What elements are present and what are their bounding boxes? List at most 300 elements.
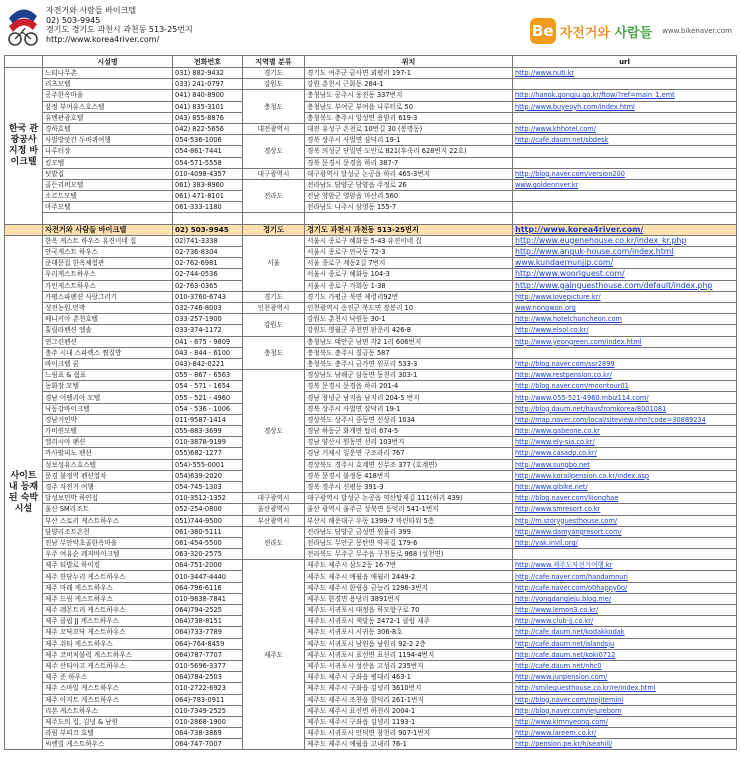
- location: 제주도 제주시 표선면 하천리 2004-1: [305, 705, 513, 716]
- phone-number: 064)-783-0911: [173, 694, 243, 705]
- phone-number: 064)787-7707: [173, 649, 243, 660]
- website-link[interactable]: http://blog.naver.com/iejureborn: [513, 705, 737, 716]
- table-row: [5, 526, 737, 537]
- website-link[interactable]: http://www.eugenehouse.co.kr/index_kr.php: [513, 235, 737, 246]
- table-row: [5, 470, 737, 481]
- lodging-table: [4, 55, 737, 750]
- phone-number: 054-571-5558: [173, 157, 243, 168]
- website-link[interactable]: http://hanok.gongju.go.kr/ftow/?ref=main_1.emt: [513, 90, 737, 101]
- table-row: [5, 168, 737, 179]
- facility-name: 리본 게스트하우스: [43, 705, 173, 716]
- website-link[interactable]: http://blog.naver.com/version200: [513, 168, 737, 179]
- website-link[interactable]: http://map.naver.com/local/siteview.nhn?code=30889234: [513, 414, 737, 425]
- location: 경남 거제시 일운면 구조라리 767: [305, 448, 513, 459]
- col-region: 지역별 분류: [243, 56, 305, 68]
- table-row: [5, 123, 737, 134]
- phone-number: 064)784-2503: [173, 672, 243, 683]
- website-link[interactable]: http://www.anguk-house.com/index.html: [513, 247, 737, 258]
- table-row: [5, 235, 737, 246]
- table-row: [5, 426, 737, 437]
- table-row: [5, 191, 737, 202]
- phone-number: 02-762-6981: [173, 258, 243, 269]
- table-row: [5, 605, 737, 616]
- facility-name: 성전농원.민박: [43, 302, 173, 313]
- facility-name: 라림 부띠끄 호텔: [43, 728, 173, 739]
- phone-number: 064-738-3869: [173, 728, 243, 739]
- location: 서울시 종로구 안국동 72-3: [305, 247, 513, 258]
- table-row: [5, 157, 737, 168]
- location: 경북 상주시 사벌면 삼덕리 19-1: [305, 135, 513, 146]
- website-link[interactable]: http://www.elsol.co.kr/: [513, 325, 737, 336]
- table-row: [5, 325, 737, 336]
- facility-name: 경하호텔: [43, 123, 173, 134]
- location: 제주도 서귀포시 성산읍 고성리 235번지: [305, 660, 513, 671]
- phone-number: 043 - 844 - 6100: [173, 347, 243, 358]
- location: 충청남도 공주시 웅진동 337번지: [305, 90, 513, 101]
- location: 제주도 한경면 용당리 3891번지: [305, 593, 513, 604]
- website-link[interactable]: http://www.nuti.kr: [513, 68, 737, 79]
- table-row: [5, 638, 737, 649]
- region-category: 대전광역시: [243, 123, 305, 134]
- website-link[interactable]: http://www.lareem.co.kr/: [513, 728, 737, 739]
- facility-name: 동화장 모텔: [43, 381, 173, 392]
- website-link[interactable]: http://cafe.daum.net/kodakkodak: [513, 627, 737, 638]
- facility-name: 까사팔피노 펜션: [43, 448, 173, 459]
- phone-number: 054)639-2020: [173, 470, 243, 481]
- phone-number: 054-745-1303: [173, 481, 243, 492]
- location: 경기도 가평군 북면 제령리92번: [305, 291, 513, 302]
- facility-name: 우주 여유순 레저바이크텔: [43, 549, 173, 560]
- website-link[interactable]: [513, 112, 737, 123]
- phone-number: 033) 241-0797: [173, 79, 243, 90]
- location: 제주도 서귀포시 남원읍 남원리 92-2 2층: [305, 638, 513, 649]
- region-category: 경기도: [243, 68, 305, 79]
- website-link[interactable]: http://www.restpension.co.kr/: [513, 370, 737, 381]
- phone-number: 041) 840-8900: [173, 90, 243, 101]
- location: 제주도 서귀포시 안덕면 창천리 907-1번지: [305, 728, 513, 739]
- phone-number: 010-5696-3377: [173, 660, 243, 671]
- website-link[interactable]: http://www.buyeoyh.com/index.html: [513, 101, 737, 112]
- header-url[interactable]: http://www.korea4river.com/: [46, 34, 160, 44]
- table-row: [5, 683, 737, 694]
- location: 경기도 여주군 금사면 외평리 197-1: [305, 68, 513, 79]
- facility-name: 제주 꼬닥꼬닥 게스트하우스: [43, 627, 173, 638]
- phone-number: 031) 882-9432: [173, 68, 243, 79]
- facility-name: 울산 SM리조트: [43, 504, 173, 515]
- facility-name: 바이크텔 꿈: [43, 358, 173, 369]
- website-link[interactable]: [513, 347, 737, 358]
- facility-name: 낙동강바이크텔: [43, 403, 173, 414]
- location: 대전 유성구 온천로 10번길 30 (봉명동): [305, 123, 513, 134]
- table-row: [5, 258, 737, 269]
- phone-number: 010-2868-1900: [173, 716, 243, 727]
- table-row: [5, 582, 737, 593]
- facility-name: 제주 레몬트리 게스트하우스: [43, 605, 173, 616]
- phone-number: 010-3760-6743: [173, 291, 243, 302]
- facility-name: 제주 준 하우스: [43, 672, 173, 683]
- location: 경북 문경시 문경읍 하리 387-7: [305, 157, 513, 168]
- brand-badge-icon: Be: [530, 18, 556, 44]
- table-header-row: [5, 56, 737, 68]
- location: 전라남도 담양군 담양읍 주정로 26: [305, 179, 513, 190]
- location: 경상북도 경주시 호계면 신무조 377 (호계면): [305, 459, 513, 470]
- table-row: [5, 202, 737, 213]
- table-row: [5, 403, 737, 414]
- location: 충청남도 태안군 남면 각2 1리 606번지: [305, 336, 513, 347]
- phone-number: 033-257-1900: [173, 314, 243, 325]
- facility-name: 유엔관광호텔: [43, 112, 173, 123]
- phone-number: 054 - 536 - 1006: [173, 403, 243, 414]
- table-row: [5, 672, 737, 683]
- phone-number: 064-747-7007: [173, 739, 243, 750]
- phone-number: 064)794-2525: [173, 605, 243, 616]
- phone-number: 064-796-6116: [173, 582, 243, 593]
- location: 충청북도 충주시 앙성면 용암리 619-3: [305, 112, 513, 123]
- website-link[interactable]: http://www.korea4river.com/: [513, 224, 737, 235]
- location: 전라북도 무주군 무주읍 구천동로 968 (설천면): [305, 549, 513, 560]
- location: 경상남도 남해군 삼동면 동천리 303-1: [305, 370, 513, 381]
- website-link[interactable]: http://m.storyguesthouse.com/: [513, 515, 737, 526]
- location: 충청북도 충주시 칠금동 587: [305, 347, 513, 358]
- website-link[interactable]: http://www.gabeone.co.kr: [513, 426, 737, 437]
- facility-name: 문경 불정역 펜션열차: [43, 470, 173, 481]
- facility-name: 우리게스트하우스: [43, 269, 173, 280]
- phone-number: 055-883-3699: [173, 426, 243, 437]
- region-category: 서울: [243, 235, 305, 291]
- website-link[interactable]: http://www.club-jj.co.kr/: [513, 616, 737, 627]
- website-link[interactable]: www.kundaemunjip.com/: [513, 258, 737, 269]
- location: 서울시 종로구 가회동 1-38: [305, 280, 513, 291]
- facility-name: 씨엔빌 게스트하우스: [43, 739, 173, 750]
- facility-name: 달성보민박 하얀집: [43, 493, 173, 504]
- phone-number: 055)682-1277: [173, 448, 243, 459]
- location: 경북 문경시 문경읍 하리 201-4: [305, 381, 513, 392]
- table-row: [5, 660, 737, 671]
- region-category: 강원도: [243, 314, 305, 336]
- group-label: [5, 224, 43, 235]
- website-link[interactable]: http://www.ely-sia.co.kr/: [513, 437, 737, 448]
- facility-name: 사벌방앗간 두바퀴여행: [43, 135, 173, 146]
- facility-name: 제주 클럽 JJ 게스트하우스: [43, 616, 173, 627]
- website-link[interactable]: http://www.gainguesthouse.com/default/index.php: [513, 280, 737, 291]
- region-category: 전라도: [243, 179, 305, 213]
- website-link[interactable]: http://www.woorlguest.com/: [513, 269, 737, 280]
- website-link[interactable]: http://blog.naver.com/mojitemini: [513, 694, 737, 705]
- table-row: [5, 414, 737, 425]
- website-link[interactable]: [513, 191, 737, 202]
- facility-name: 한옥 게스트 하우스 유진이네 집: [43, 235, 173, 246]
- phone-number: 043)-842-0221: [173, 358, 243, 369]
- location: 경남 창녕군 남지읍 남지리 204-5 번지: [305, 392, 513, 403]
- facility-name: 자전거와 사람들 바이크텔: [43, 224, 173, 235]
- phone-number: 02-744-0536: [173, 269, 243, 280]
- table-row: [5, 459, 737, 470]
- table-row: [5, 370, 737, 381]
- phone-number: 061-333-1180: [173, 202, 243, 213]
- header-address: 경기도 경기도 과천시 과천동 513-25번지: [46, 25, 193, 34]
- location: 경상북도 상주시 중동면 신상리 1034: [305, 414, 513, 425]
- facility-name: 쿤대문집 한옥체험관: [43, 258, 173, 269]
- phone-number: 064-751-2000: [173, 560, 243, 571]
- phone-number: 010-7349-2525: [173, 705, 243, 716]
- website-link[interactable]: http://smileguesthouse.co.kr/re/index.html: [513, 683, 737, 694]
- website-link[interactable]: http://www.smresort.co.kr: [513, 504, 737, 515]
- phone-number: 010-3512-1352: [173, 493, 243, 504]
- facility-name: 경남 어렐리아 모텔: [43, 392, 173, 403]
- table-row: [5, 616, 737, 627]
- location: 제주도 제주시 애월읍 애월리 2449-2: [305, 571, 513, 582]
- facility-name: 엘리시아 펜션: [43, 437, 173, 448]
- website-link[interactable]: http://blog.naver.com/moontour01: [513, 381, 737, 392]
- phone-number: 042) 822-5656: [173, 123, 243, 134]
- phone-number: 064)738-8151: [173, 616, 243, 627]
- location: 제주도 서귀포시 대정읍 하모항구로 70: [305, 605, 513, 616]
- website-link[interactable]: [513, 213, 737, 224]
- location: 부산시 해운대구 우동 1399-7 마린타워 5층: [305, 515, 513, 526]
- phone-number: 010-9838-7841: [173, 593, 243, 604]
- website-link[interactable]: http://www.kimnyeong.com/: [513, 716, 737, 727]
- phone-number: 064)733-7789: [173, 627, 243, 638]
- region-category: 충청도: [243, 336, 305, 370]
- region-category: 경기도: [243, 224, 305, 235]
- website-link[interactable]: http://www.damyangresort.com/: [513, 526, 737, 537]
- table-row: [5, 269, 737, 280]
- facility-name: 경주 자전거 여행: [43, 481, 173, 492]
- table-row: [5, 358, 737, 369]
- table-row: [5, 515, 737, 526]
- website-link[interactable]: http://cafe.daum.net/nhc0: [513, 660, 737, 671]
- website-link[interactable]: http://www.yeongreen.com/index.html: [513, 336, 737, 347]
- website-link[interactable]: http://www.sungbo.net: [513, 459, 737, 470]
- region-category: 충청도: [243, 90, 305, 124]
- header-contact: [46, 6, 193, 44]
- table-row: [5, 101, 737, 112]
- website-link[interactable]: http://yongdangjeju.blog.me/: [513, 593, 737, 604]
- region-category: 인천광역시: [243, 302, 305, 313]
- location: 제주도 제주시 한림읍 금능리 1296-3번지: [305, 582, 513, 593]
- website-link[interactable]: http://yak.invil.org/: [513, 537, 737, 548]
- table-row: [5, 537, 737, 548]
- facility-name: 가인게스트하우스: [43, 280, 173, 291]
- phone-number: 033-374-1172: [173, 325, 243, 336]
- facility-name: 연그린펜션: [43, 336, 173, 347]
- website-link[interactable]: http://www.lemon3.co.kr/: [513, 605, 737, 616]
- phone-number: 055 - 521 - 4960: [173, 392, 243, 403]
- phone-number: 02-736-8304: [173, 247, 243, 258]
- region-category: 경기도: [243, 291, 305, 302]
- location: 제주도 제주시 삼도2동 16-7번: [305, 560, 513, 571]
- region-category: 울산광역시: [243, 504, 305, 515]
- facility-name: 제주 코비치블럭 게스트하우스: [43, 649, 173, 660]
- phone-number: 061-454-5500: [173, 537, 243, 548]
- location: 제주도 제주시 애월읍 고내리 76-1: [305, 739, 513, 750]
- location: [305, 213, 513, 224]
- region-category: [243, 213, 305, 224]
- facility-name: 느티나무촌: [43, 68, 173, 79]
- facility-name: 제주 쉬티 게스트하우스: [43, 638, 173, 649]
- table-row: [5, 291, 737, 302]
- website-link[interactable]: http://cafe.naver.com/o0happy0o/: [513, 582, 737, 593]
- facility-name: 부산 스토리 게스트하우스: [43, 515, 173, 526]
- website-link[interactable]: [513, 549, 737, 560]
- phone-number: 011-9587-1414: [173, 414, 243, 425]
- facility-name: 킹모텔: [43, 157, 173, 168]
- facility-name: 소르트모텔: [43, 191, 173, 202]
- location: 제주도 제주시 구좌읍 평대리 463-1: [305, 672, 513, 683]
- location: 경북 문경시 불정동 418번지: [305, 470, 513, 481]
- website-link[interactable]: http://pension.pe.kr/h/seahill/: [513, 739, 737, 750]
- table-row: [5, 493, 737, 504]
- facility-name: 제주 티발로 하이킹: [43, 560, 173, 571]
- location: 대구광역시 달성군 논공읍 하리 465-3번지: [305, 168, 513, 179]
- location: 경북 상주시 사벌면 삼덕리 19-1: [305, 403, 513, 414]
- website-link[interactable]: http://blog.daum.net/havsfromkorea/8001081: [513, 403, 737, 414]
- table-row: [5, 504, 737, 515]
- table-row: [5, 347, 737, 358]
- location: 제주도 제주시 구좌읍 김녕리 3610번지: [305, 683, 513, 694]
- website-link[interactable]: [513, 157, 737, 168]
- phone-number: 063-320-2575: [173, 549, 243, 560]
- website-link[interactable]: www.goldenriver.kr: [513, 179, 737, 190]
- website-link[interactable]: http://www.junpension.com/: [513, 672, 737, 683]
- phone-number: 064)-764-8459: [173, 638, 243, 649]
- facility-name: 제주 한담누리 게스트하우스: [43, 571, 173, 582]
- table-row: [5, 381, 737, 392]
- location: 제주도 서귀포시 서귀동 306-8호: [305, 627, 513, 638]
- location: 울산 광역시 울주군 상북면 등억리 541-1번지: [305, 504, 513, 515]
- location: 경북 의성군 단밀면 도안로 821(후죽리 628번지 22호): [305, 146, 513, 157]
- facility-name: 삼정 부여유스호스텔: [43, 101, 173, 112]
- bikehotel-logo-icon: [6, 4, 40, 48]
- table-row: [5, 112, 737, 123]
- col-location: 위치: [305, 56, 513, 68]
- region-category: 제주도: [243, 560, 305, 750]
- table-row: [5, 593, 737, 604]
- facility-name: 홀릴라펜션 엘솔: [43, 325, 173, 336]
- table-row: [5, 280, 737, 291]
- table-row: [5, 213, 737, 224]
- website-link[interactable]: http://www.hotelchuncheon.com: [513, 314, 737, 325]
- website-link[interactable]: [513, 202, 737, 213]
- table-row: [5, 79, 737, 90]
- region-category: 대구광역시: [243, 493, 305, 504]
- location: 경기도 과천시 과천동 513-25번지: [305, 224, 513, 235]
- table-row: [5, 716, 737, 727]
- website-link[interactable]: http://blog.naver.com/liionghae: [513, 493, 737, 504]
- location: 경남 양산시 원동면 선리 103번지: [305, 437, 513, 448]
- table-row: [5, 437, 737, 448]
- phone-number: 032-746-8003: [173, 302, 243, 313]
- website-link[interactable]: www.nongwon.org: [513, 302, 737, 313]
- table-row: [5, 179, 737, 190]
- phone-number: 061-380-5111: [173, 526, 243, 537]
- website-link[interactable]: http://www.casadp.co.kr/: [513, 448, 737, 459]
- facility-name: 성보성유스호스텔: [43, 459, 173, 470]
- phone-number: 043) 855-8876: [173, 112, 243, 123]
- website-link[interactable]: http://cafe.daum.net/sbdesk: [513, 135, 737, 146]
- location: 전라남도 담양군 금성면 원율리 399: [305, 526, 513, 537]
- website-link[interactable]: http://blog.naver.com/ssr2899: [513, 358, 737, 369]
- location: 강원 춘천시 근화동 284-1: [305, 79, 513, 90]
- page-header: [0, 0, 740, 56]
- location: 인천광역시 옹진군 북도면 장봉리 10: [305, 302, 513, 313]
- phone-number: 02)741-3338: [173, 235, 243, 246]
- facility-name: 텃밭집: [43, 168, 173, 179]
- location: 강원도 영월군 주천면 판운리 426-8: [305, 325, 513, 336]
- table-row: [5, 627, 737, 638]
- table-row: [5, 314, 737, 325]
- facility-name: 공주한옥마을: [43, 90, 173, 101]
- header-phone: 02) 503-9945: [46, 15, 101, 25]
- phone-number: 010-3878-9199: [173, 437, 243, 448]
- facility-name: 담양리조트온천: [43, 526, 173, 537]
- facility-name: 마주모텔: [43, 202, 173, 213]
- phone-number: 061) 471-8101: [173, 191, 243, 202]
- website-link[interactable]: [513, 146, 737, 157]
- facility-name: [43, 213, 173, 224]
- phone-number: 02-763-0365: [173, 280, 243, 291]
- phone-number: 051)744-9500: [173, 515, 243, 526]
- location: 제주도 서귀포시 색달동 2472-1 클럽 제주: [305, 616, 513, 627]
- phone-number: 052-254-0800: [173, 504, 243, 515]
- location: 제주도 서귀포시 표선면 표선리 1194-4번지: [305, 649, 513, 660]
- location: 경남 하동군 화개면 탑리 674-5: [305, 426, 513, 437]
- phone-number: 061) 383-8960: [173, 179, 243, 190]
- facility-name: 나루터장: [43, 146, 173, 157]
- website-link[interactable]: http://cafe.daum.net/islandsju: [513, 638, 737, 649]
- location: 전남 영암군 영암읍 마산리 560: [305, 191, 513, 202]
- website-link[interactable]: http://cafe.naver.com/handamnuri: [513, 571, 737, 582]
- facility-name: 느림표 & 쉼표: [43, 370, 173, 381]
- region-category: 경상도: [243, 370, 305, 493]
- facility-name: 골든리버모텔: [43, 179, 173, 190]
- location: 경북 경주시 신평동 391-3: [305, 481, 513, 492]
- website-link[interactable]: http://www.제주도자전거여행.kr: [513, 560, 737, 571]
- table-row: [5, 571, 737, 582]
- website-link[interactable]: http://www.khhotel.com/: [513, 123, 737, 134]
- location: 서울시 종로구 혜화동 104-3: [305, 269, 513, 280]
- phone-number: 054-861-7441: [173, 146, 243, 157]
- location: 제주도 제주시 조천읍 함덕리 261-1번지: [305, 694, 513, 705]
- phone-number: 041) 835-3101: [173, 101, 243, 112]
- table-row: [5, 549, 737, 560]
- facility-name: 제주 스마일 게스트하우스: [43, 683, 173, 694]
- facility-name: 전남 무안약초골한옥마을: [43, 537, 173, 548]
- table-row: [5, 481, 737, 492]
- facility-name: 베니키아 춘천호텔: [43, 314, 173, 325]
- table-row: [5, 224, 737, 235]
- region-category: 부산광역시: [243, 515, 305, 526]
- facility-name: 충주 시내 스파렉스 찜질방: [43, 347, 173, 358]
- brand-name: 자전거와 사람들: [559, 25, 653, 41]
- phone-number: 010-2722-6923: [173, 683, 243, 694]
- facility-name: 제주 산티아고 게스트하우스: [43, 660, 173, 671]
- website-link[interactable]: http://www.055-521-4960.mbiz114.com/: [513, 392, 737, 403]
- website-link[interactable]: [513, 79, 737, 90]
- table-row: [5, 302, 737, 313]
- table-row: [5, 392, 737, 403]
- group-label: 한국 관광공사 지정 바이크텔: [5, 68, 43, 225]
- website-link[interactable]: http://www.gibike.net/: [513, 481, 737, 492]
- website-link[interactable]: http://cafe.daum.net/koki0712: [513, 649, 737, 660]
- phone-number: 054 - 571 - 1654: [173, 381, 243, 392]
- website-link[interactable]: http://www.korailpension.co.kr/index.asp: [513, 470, 737, 481]
- region-category: 대구광역시: [243, 168, 305, 179]
- facility-name: 경남거민박: [43, 414, 173, 425]
- website-link[interactable]: http://www.lovepicture.kr/: [513, 291, 737, 302]
- location: 대구광역시 달성군 논공읍 약산탑제길 111(하리 439): [305, 493, 513, 504]
- phone-number: 02) 503-9945: [173, 224, 243, 235]
